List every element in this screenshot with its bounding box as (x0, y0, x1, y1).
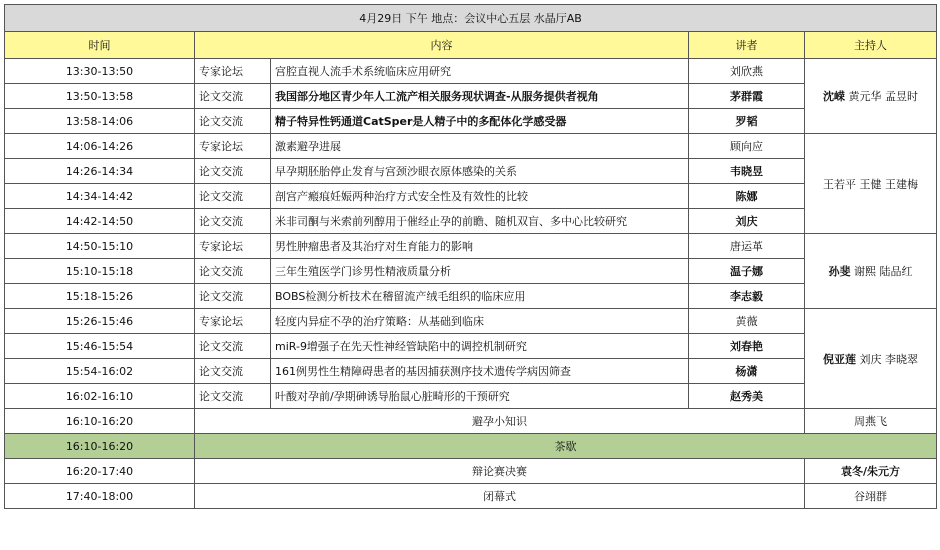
tea-break-row (5, 434, 937, 459)
row-type: 专家论坛 (195, 59, 271, 84)
row-speaker: 杨潇 (689, 359, 805, 384)
row-content: 辩论赛决赛 (195, 459, 805, 484)
row-speaker: 刘欣燕 (689, 59, 805, 84)
table-row (5, 59, 937, 84)
row-type: 论文交流 (195, 334, 271, 359)
table-row (5, 309, 937, 334)
row-time: 15:10-15:18 (5, 259, 195, 284)
row-speaker: 韦晓昱 (689, 159, 805, 184)
row-time: 15:26-15:46 (5, 309, 195, 334)
host-cell: 周燕飞 (805, 409, 937, 434)
row-type: 论文交流 (195, 159, 271, 184)
table-row (5, 484, 937, 509)
table-row (5, 459, 937, 484)
row-type: 论文交流 (195, 384, 271, 409)
session-banner: 4月29日 下午 地点：会议中心五层 水晶厅AB (5, 5, 937, 32)
table-row (5, 109, 937, 134)
row-time: 14:50-15:10 (5, 234, 195, 259)
table-row (5, 134, 937, 159)
row-topic: 轻度内异症不孕的治疗策略：从基础到临床 (271, 309, 689, 334)
row-topic: 我国部分地区青少年人工流产相关服务现状调查-从服务提供者视角 (271, 84, 689, 109)
row-speaker: 李志毅 (689, 284, 805, 309)
row-topic: 叶酸对孕前/孕期砷诱导胎鼠心脏畸形的干预研究 (271, 384, 689, 409)
row-time: 13:50-13:58 (5, 84, 195, 109)
table-row (5, 284, 937, 309)
row-content: 闭幕式 (195, 484, 805, 509)
table-row (5, 384, 937, 409)
table-row (5, 259, 937, 284)
host-cell: 谷翊群 (805, 484, 937, 509)
header-time: 时间 (5, 32, 195, 59)
row-topic: 161例男性生精障碍患者的基因捕获测序技术遗传学病因筛查 (271, 359, 689, 384)
row-speaker: 刘春艳 (689, 334, 805, 359)
header-host: 主持人 (805, 32, 937, 59)
table-row (5, 184, 937, 209)
row-speaker: 赵秀美 (689, 384, 805, 409)
row-type: 论文交流 (195, 109, 271, 134)
row-type: 专家论坛 (195, 309, 271, 334)
row-topic: 男性肿瘤患者及其治疗对生育能力的影响 (271, 234, 689, 259)
row-type: 专家论坛 (195, 234, 271, 259)
row-speaker: 刘庆 (689, 209, 805, 234)
row-time: 14:06-14:26 (5, 134, 195, 159)
row-topic: BOBS检测分析技术在稽留流产绒毛组织的临床应用 (271, 284, 689, 309)
row-time: 14:34-14:42 (5, 184, 195, 209)
host-others: 黄元华 孟昱时 (848, 90, 918, 103)
row-time: 17:40-18:00 (5, 484, 195, 509)
row-topic: 精子特异性钙通道CatSper是人精子中的多配体化学感受器 (271, 109, 689, 134)
row-content: 避孕小知识 (195, 409, 805, 434)
row-type: 论文交流 (195, 284, 271, 309)
row-speaker: 茅群霞 (689, 84, 805, 109)
row-time: 16:10-16:20 (5, 409, 195, 434)
host-cell: 袁冬/朱元方 (805, 459, 937, 484)
header-speaker: 讲者 (689, 32, 805, 59)
header-row (5, 32, 937, 59)
row-speaker: 温子娜 (689, 259, 805, 284)
row-topic: miR-9增强子在先天性神经管缺陷中的调控机制研究 (271, 334, 689, 359)
row-topic: 三年生殖医学门诊男性精液质量分析 (271, 259, 689, 284)
row-time: 14:26-14:34 (5, 159, 195, 184)
host-cell (805, 59, 937, 134)
row-topic: 剖宫产瘢痕妊娠两种治疗方式安全性及有效性的比较 (271, 184, 689, 209)
table-row (5, 209, 937, 234)
table-row (5, 234, 937, 259)
header-content: 内容 (195, 32, 689, 59)
row-topic: 早孕期胚胎停止发育与宫颈沙眼衣原体感染的关系 (271, 159, 689, 184)
table-row (5, 409, 937, 434)
row-type: 论文交流 (195, 84, 271, 109)
row-speaker: 唐运革 (689, 234, 805, 259)
row-time: 16:10-16:20 (5, 434, 195, 459)
host-main: 沈嵘 (823, 90, 845, 103)
host-others: 王健 王建梅 (859, 177, 918, 191)
host-cell (805, 309, 937, 409)
host-main: 王若平 (823, 177, 856, 191)
host-cell (805, 234, 937, 309)
table-row (5, 334, 937, 359)
table-row (5, 359, 937, 384)
row-type: 论文交流 (195, 184, 271, 209)
row-time: 16:20-17:40 (5, 459, 195, 484)
host-cell (805, 134, 937, 234)
row-type: 论文交流 (195, 359, 271, 384)
row-topic: 宫腔直视人流手术系统临床应用研究 (271, 59, 689, 84)
row-time: 15:18-15:26 (5, 284, 195, 309)
row-type: 论文交流 (195, 259, 271, 284)
row-speaker: 陈娜 (689, 184, 805, 209)
row-time: 13:58-14:06 (5, 109, 195, 134)
row-topic: 米非司酮与米索前列醇用于催经止孕的前瞻、随机双盲、多中心比较研究 (271, 209, 689, 234)
row-time: 15:54-16:02 (5, 359, 195, 384)
row-content: 茶歇 (195, 434, 937, 459)
row-type: 论文交流 (195, 209, 271, 234)
row-time: 14:42-14:50 (5, 209, 195, 234)
row-type: 专家论坛 (195, 134, 271, 159)
row-topic: 激素避孕进展 (271, 134, 689, 159)
row-speaker: 黄薇 (689, 309, 805, 334)
row-time: 16:02-16:10 (5, 384, 195, 409)
row-speaker: 罗韬 (689, 109, 805, 134)
table-row (5, 84, 937, 109)
host-others: 刘庆 李晓翠 (859, 352, 918, 366)
row-speaker: 顾向应 (689, 134, 805, 159)
row-time: 15:46-15:54 (5, 334, 195, 359)
host-others: 谢熙 陆品红 (854, 265, 913, 278)
banner-row (5, 5, 937, 32)
host-main: 孙斐 (828, 265, 851, 278)
table-row (5, 159, 937, 184)
schedule-table (4, 4, 937, 509)
row-time: 13:30-13:50 (5, 59, 195, 84)
host-main: 倪亚莲 (823, 352, 856, 366)
